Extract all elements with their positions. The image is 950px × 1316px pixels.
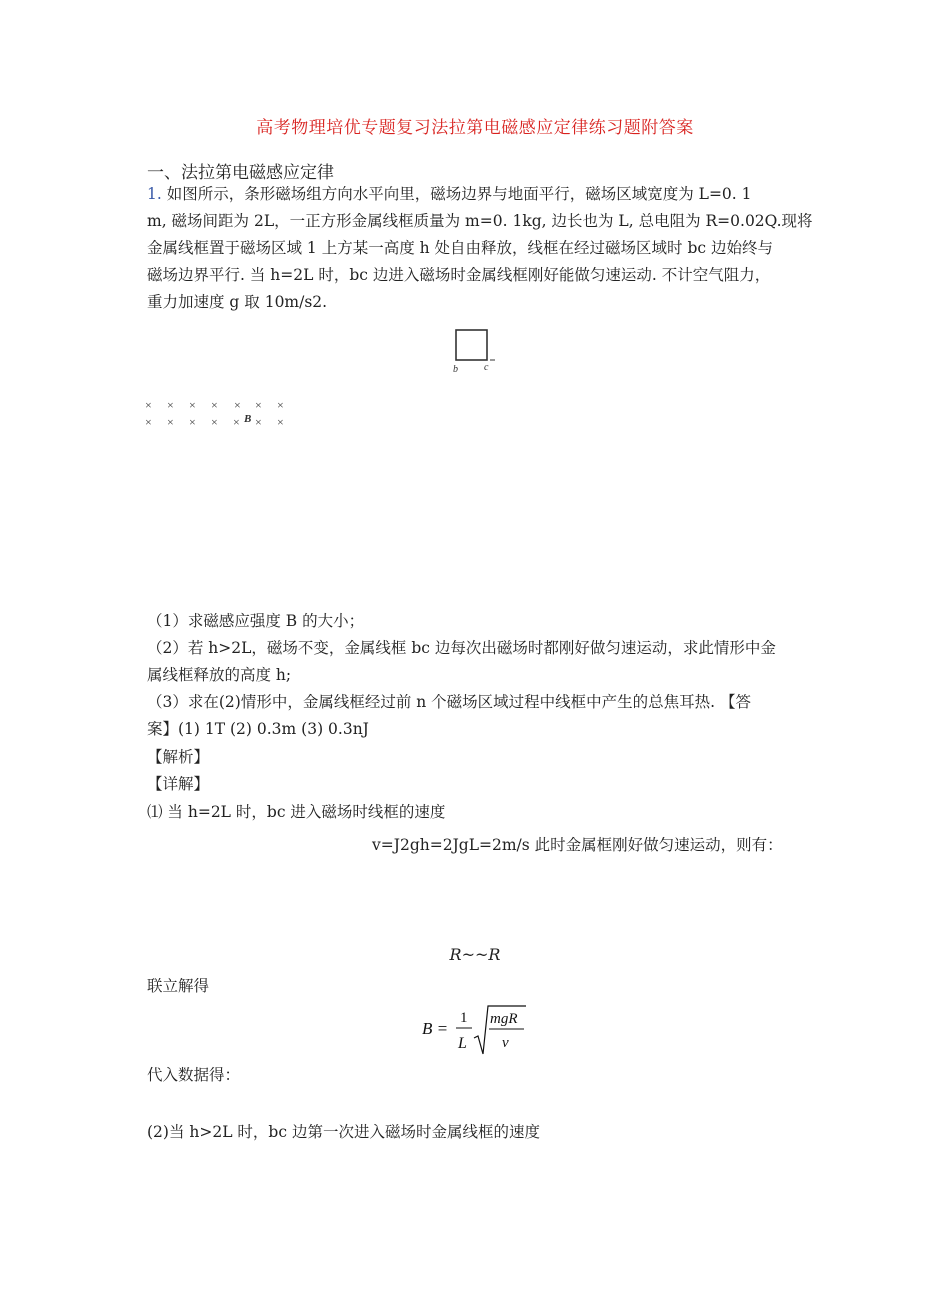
formula-lhs: B =	[422, 1019, 449, 1038]
question-line: 重力加速度 g 取 10m/s2.	[147, 293, 328, 311]
section-heading: 一、法拉第电磁感应定律	[147, 163, 334, 183]
b-formula	[420, 1000, 540, 1060]
question-line: m, 磁场间距为 2L，一正方形金属线框质量为 m=0. 1kg, 边长也为 L, 总电阻为 R=0.02Q.现将	[147, 212, 813, 230]
r-relation: R~~R	[449, 945, 501, 964]
subquestion-line: 属线框释放的高度 h;	[147, 666, 292, 684]
question-text: 如图所示，条形磁场组方向水平向里，磁场边界与地面平行，磁场区域宽度为 L=0. 1	[161, 185, 752, 203]
field-cross: ×	[167, 398, 174, 412]
field-cross: ×	[233, 415, 240, 429]
field-cross: ×	[145, 415, 152, 429]
field-cross: ×	[211, 398, 218, 412]
label-b: b	[453, 364, 458, 375]
field-crosses	[145, 398, 284, 429]
question-number: 1.	[147, 185, 162, 203]
question-line: 磁场边界平行. 当 h=2L 时，bc 边进入磁场时金属线框刚好能做匀速运动. 不计空气阻力，	[147, 266, 771, 284]
subquestion-line: （2）若 h>2L，磁场不变，金属线框 bc 边每次出磁场时都刚好做匀速运动，求此情形中金	[147, 639, 776, 657]
analysis-label: 【解析】	[147, 748, 210, 766]
solution-step-2: (2)当 h>2L 时，bc 边第一次进入磁场时金属线框的速度	[147, 1123, 540, 1141]
solution-step-1: ⑴ 当 h=2L 时，bc 进入磁场时线框的速度	[147, 803, 446, 821]
frame-figure	[448, 326, 508, 376]
label-c: c	[484, 362, 489, 373]
magnetic-field-figure	[140, 395, 300, 435]
document-title: 高考物理培优专题复习法拉第电磁感应定律练习题附答案	[256, 118, 694, 138]
answer-line: 案】(1) 1T (2) 0.3m (3) 0.3nJ	[147, 720, 369, 738]
combine-text: 联立解得	[147, 977, 210, 995]
radicand-den: v	[502, 1035, 509, 1051]
substitute-text: 代入数据得：	[147, 1066, 241, 1084]
subquestion-line: （1）求磁感应强度 B 的大小；	[147, 612, 365, 630]
field-cross: ×	[211, 415, 218, 429]
subquestion-line: （3）求在(2)情形中，金属线框经过前 n 个磁场区域过程中线框中产生的总焦耳热. 【答	[147, 693, 752, 711]
question-line: 金属线框置于磁场区域 1 上方某一高度 h 处自由释放，线框在经过磁场区域时 bc 边始终与	[147, 239, 774, 257]
field-cross: ×	[189, 415, 196, 429]
radicand-num: mgR	[490, 1011, 518, 1027]
field-cross: ×	[255, 415, 262, 429]
detail-label: 【详解】	[147, 775, 210, 793]
field-cross: ×	[189, 398, 196, 412]
formula-num: 1	[460, 1010, 468, 1026]
field-cross: ×	[277, 415, 284, 429]
square-frame	[456, 330, 487, 360]
field-cross: ×	[234, 398, 241, 412]
field-cross: ×	[167, 415, 174, 429]
field-cross: ×	[255, 398, 262, 412]
field-cross: ×	[277, 398, 284, 412]
field-cross: ×	[145, 398, 152, 412]
field-label-b: B	[244, 413, 252, 425]
question-line	[147, 181, 752, 208]
formula-den: L	[458, 1035, 467, 1052]
velocity-line: v=J2gh=2JgL=2m/s 此时金属框刚好做匀速运动，则有：	[372, 836, 783, 854]
